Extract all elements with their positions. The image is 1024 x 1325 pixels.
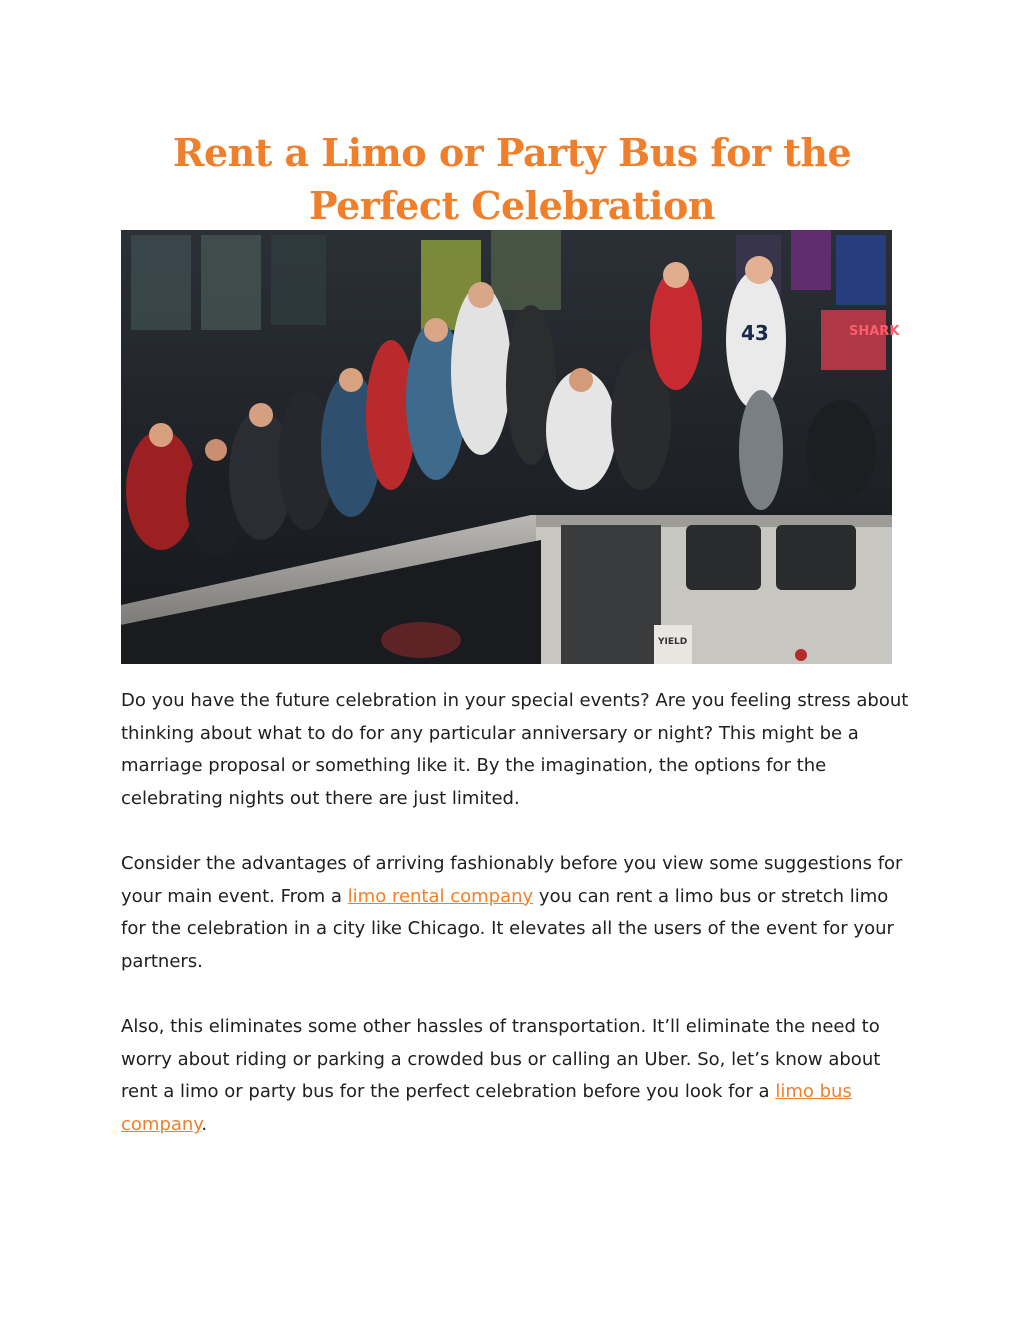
photo-crowd-on-bus-roof-icon [121, 230, 900, 664]
paragraph-intro-text: Do you have the future celebration in your special events? Are you feeling stress about thinking about what to do for any particular anniversary or night? This might be a marriage proposal or something like it. By the imagination, the options for the celebrating nights out there are just limited. [121, 690, 909, 810]
hero-photo [121, 230, 900, 664]
title-line-2: Perfect Celebration [309, 183, 715, 228]
paragraph-advantages-before: Consider the advantages of arriving fashionably before you view some suggestions for your main event. From a [121, 853, 903, 907]
page-title [100, 126, 924, 232]
yield-sign-text: YIELD [658, 637, 688, 647]
paragraph-intro [121, 685, 911, 816]
paragraph-advantages [121, 848, 911, 979]
paragraph-hassles-before: Also, this eliminates some other hassles of transportation. It’ll eliminate the need to worry about riding or parking a crowded bus or calling an Uber. So, let’s know about rent a limo or party bus for the perfect celebration before you look for a [121, 1016, 881, 1103]
limo-rental-company-link[interactable]: limo rental company [347, 885, 534, 907]
svg-text:SHARK: SHARK [849, 324, 900, 339]
paragraph-hassles [121, 1011, 911, 1142]
paragraph-hassles-after: . [201, 1114, 208, 1136]
paragraph-advantages-after: you can rent a limo bus or stretch limo for the celebration in a city like Chicago. It elevates all the users of the event for your partners. [121, 885, 894, 973]
title-line-1: Rent a Limo or Party Bus for the [172, 130, 852, 175]
svg-text:43: 43 [741, 321, 769, 345]
limo-bus-company-link[interactable]: limo bus company [121, 1081, 852, 1136]
